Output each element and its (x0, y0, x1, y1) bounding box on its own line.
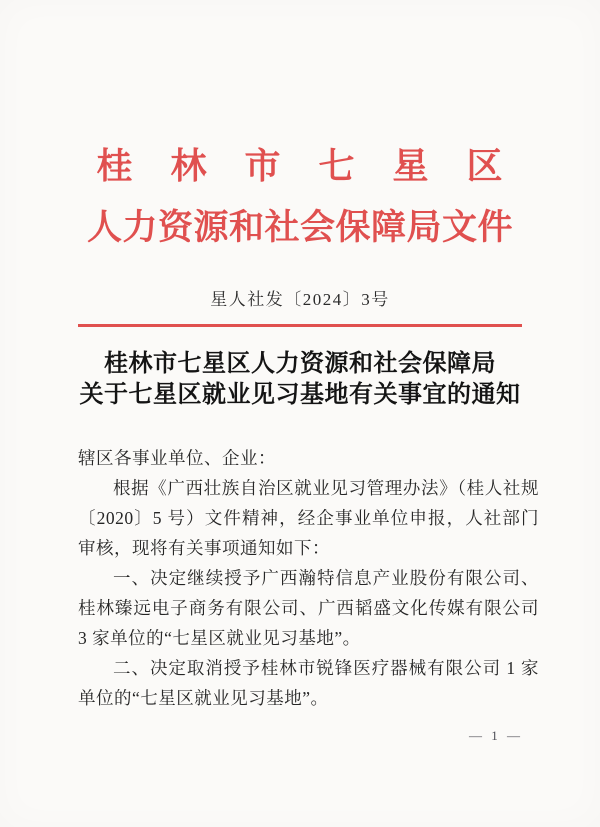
page-number: — 1 — (469, 728, 523, 743)
document-title-line-2: 关于七星区就业见习基地有关事宜的通知 (79, 382, 521, 408)
letterhead-region-line: 桂 林 市 七 星 区 (96, 146, 504, 186)
document-body (0, 443, 600, 713)
letterhead-agency-line: 人力资源和社会保障局文件 (86, 208, 513, 247)
document-number: 星人社发〔2024〕3号 (210, 290, 390, 309)
document-title (0, 349, 600, 411)
salutation-line: 辖区各事业单位、企业： (78, 448, 276, 468)
red-separator-line (78, 324, 522, 327)
body-paragraph: 根据《广西壮族自治区就业见习管理办法》（桂人社规〔2020〕5 号）文件精神，经企事业单位申报，人社部门审核，现将有关事项通知如下： (78, 478, 539, 558)
body-paragraph: 二、决定取消授予桂林市锐锋医疗器械有限公司 1 家单位的“七星区就业见习基地”。 (78, 658, 539, 708)
body-paragraph: 一、决定继续授予广西瀚特信息产业股份有限公司、桂林臻远电子商务有限公司、广西韬盛文化传媒有限公司 3 家单位的“七星区就业见习基地”。 (78, 568, 539, 648)
red-letterhead (0, 0, 600, 248)
document-title-line-1: 桂林市七星区人力资源和社会保障局 (104, 351, 496, 377)
